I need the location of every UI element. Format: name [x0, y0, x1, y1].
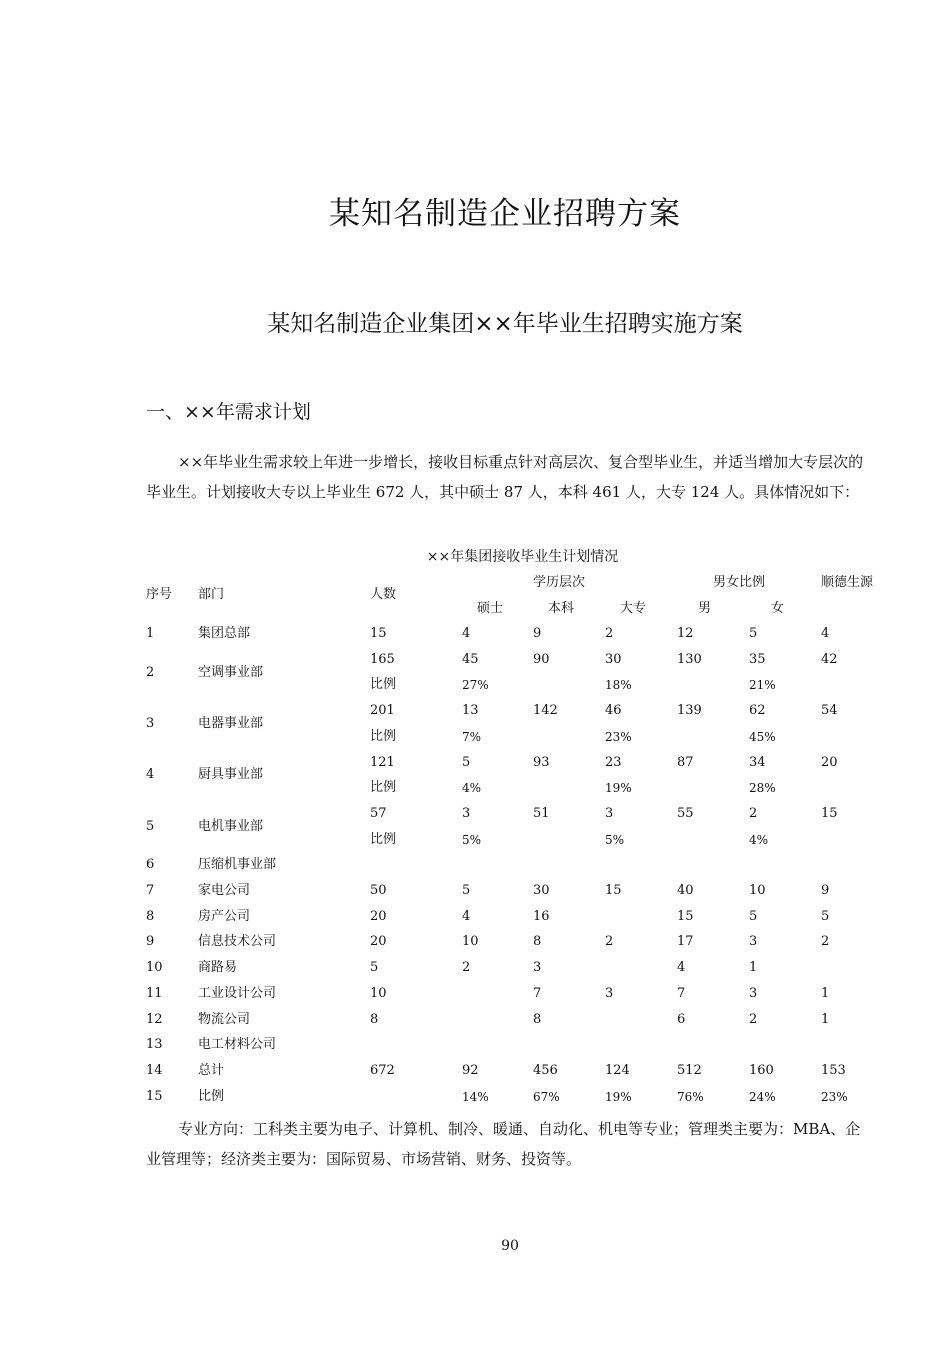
- row-dept: 空调事业部: [198, 664, 264, 680]
- row-dept: 比例: [198, 1088, 225, 1104]
- row-college: 15: [605, 883, 622, 898]
- document-subtitle: 某知名制造企业集团××年毕业生招聘实施方案: [267, 311, 743, 337]
- row-seq: 9: [146, 934, 155, 950]
- ratio-female: 21%: [749, 678, 776, 693]
- row-shunde: 20: [821, 754, 838, 770]
- row-count: 10: [370, 985, 387, 1001]
- row-dept: 物流公司: [198, 1011, 251, 1027]
- row-male: 6: [677, 1011, 686, 1027]
- ratio-female: 45%: [749, 729, 776, 744]
- row-female: 35: [749, 651, 766, 667]
- row-shunde: 5: [821, 908, 830, 924]
- row-dept: 电器事业部: [198, 715, 264, 731]
- row-seq: 1: [146, 626, 155, 641]
- row-seq: 12: [146, 1011, 163, 1027]
- row-college: 2: [605, 626, 614, 641]
- row-count: 201: [370, 703, 395, 719]
- row-dept: 集团总部: [198, 626, 251, 641]
- ratio-label: 比例: [370, 780, 397, 796]
- row-bachelor: 8: [533, 934, 542, 950]
- row-male: 15: [677, 908, 694, 924]
- row-bachelor: 90: [533, 651, 550, 667]
- row-shunde: 23%: [821, 1089, 848, 1104]
- row-count: 672: [370, 1062, 395, 1078]
- row-shunde: 1: [821, 985, 830, 1001]
- row-female: 34: [749, 754, 766, 770]
- ratio-master: 27%: [462, 678, 489, 693]
- row-dept: 信息技术公司: [198, 934, 277, 950]
- row-female: 1: [749, 960, 758, 976]
- ratio-label: 比例: [370, 831, 397, 847]
- row-bachelor: 142: [533, 703, 558, 719]
- page-number: 90: [501, 1238, 519, 1254]
- row-bachelor: 9: [533, 626, 542, 641]
- ratio-college: 23%: [605, 729, 632, 744]
- row-college: 23: [605, 754, 622, 770]
- row-seq: 10: [146, 960, 163, 976]
- row-male: 139: [677, 703, 702, 719]
- ratio-female: 28%: [749, 781, 776, 796]
- row-dept: 商路易: [198, 960, 238, 976]
- header-shunde: 顺德生源: [821, 575, 874, 590]
- row-male: 76%: [677, 1089, 704, 1104]
- row-bachelor: 7: [533, 985, 542, 1001]
- row-count: 165: [370, 651, 395, 667]
- row-shunde: 2: [821, 934, 830, 950]
- row-college: 46: [605, 703, 622, 719]
- row-master: 13: [462, 703, 479, 719]
- major-direction-paragraph: 专业方向：工科类主要为电子、计算机、制冷、暖通、自动化、机电等专业；管理类主要为：MBA、企业管理等；经济类主要为：国际贸易、市场营销、财务、投资等。: [146, 1120, 861, 1168]
- row-female: 62: [749, 703, 766, 719]
- row-seq: 4: [146, 767, 155, 783]
- row-female: 2: [749, 1011, 758, 1027]
- row-male: 7: [677, 985, 686, 1001]
- row-seq: 8: [146, 908, 155, 924]
- row-bachelor: 8: [533, 1011, 542, 1027]
- row-bachelor: 67%: [533, 1089, 560, 1104]
- header-master: 硕士: [477, 601, 504, 616]
- row-seq: 15: [146, 1088, 163, 1104]
- row-bachelor: 456: [533, 1062, 558, 1078]
- row-seq: 7: [146, 883, 155, 898]
- row-bachelor: 93: [533, 754, 550, 770]
- row-male: 512: [677, 1062, 702, 1078]
- header-female: 女: [771, 601, 785, 616]
- ratio-label: 比例: [370, 677, 397, 693]
- row-dept: 电机事业部: [198, 818, 264, 834]
- ratio-master: 5%: [462, 832, 482, 847]
- row-shunde: 9: [821, 883, 830, 898]
- row-bachelor: 3: [533, 960, 542, 976]
- row-college: 124: [605, 1062, 630, 1078]
- ratio-master: 7%: [462, 729, 482, 744]
- row-dept: 工业设计公司: [198, 985, 277, 1001]
- row-seq: 14: [146, 1062, 163, 1078]
- row-female: 24%: [749, 1089, 776, 1104]
- row-dept: 压缩机事业部: [198, 857, 277, 873]
- intro-paragraph: ××年毕业生需求较上年进一步增长，接收目标重点针对高层次、复合型毕业生，并适当增加大专层次的毕业生。计划接收大专以上毕业生 672 人，其中硕士 87 人，本科 461 人，大专 124 人。具体情况如下：: [146, 453, 864, 501]
- row-college: 3: [605, 985, 614, 1001]
- document-title: 某知名制造企业招聘方案: [329, 196, 681, 232]
- header-college: 大专: [620, 601, 647, 616]
- row-shunde: 1: [821, 1011, 830, 1027]
- row-seq: 13: [146, 1037, 163, 1053]
- ratio-master: 4%: [462, 781, 482, 796]
- row-college: 19%: [605, 1089, 632, 1104]
- row-male: 4: [677, 960, 686, 976]
- header-gender-group: 男女比例: [713, 575, 766, 590]
- row-count: 50: [370, 883, 387, 898]
- row-female: 160: [749, 1062, 774, 1078]
- row-seq: 6: [146, 857, 155, 873]
- row-male: 12: [677, 626, 694, 641]
- row-shunde: 42: [821, 651, 838, 667]
- row-dept: 电工材料公司: [198, 1037, 277, 1053]
- row-count: 5: [370, 960, 379, 976]
- row-male: 55: [677, 805, 694, 821]
- row-count: 15: [370, 626, 387, 641]
- row-college: 3: [605, 805, 614, 821]
- row-female: 3: [749, 985, 758, 1001]
- row-master: 5: [462, 754, 471, 770]
- row-bachelor: 16: [533, 908, 550, 924]
- row-seq: 11: [146, 985, 163, 1001]
- row-count: 20: [370, 934, 387, 950]
- header-count: 人数: [370, 587, 397, 602]
- row-female: 5: [749, 626, 758, 641]
- row-college: 2: [605, 934, 614, 950]
- header-education-group: 学历层次: [533, 575, 586, 590]
- row-college: 30: [605, 651, 622, 667]
- row-master: 92: [462, 1062, 479, 1078]
- section-heading: 一、××年需求计划: [146, 401, 311, 423]
- row-master: 4: [462, 626, 471, 641]
- row-bachelor: 30: [533, 883, 550, 898]
- row-master: 4: [462, 908, 471, 924]
- row-seq: 5: [146, 818, 155, 834]
- row-male: 87: [677, 754, 694, 770]
- row-count: 121: [370, 754, 395, 770]
- row-dept: 房产公司: [198, 908, 251, 924]
- header-dept: 部门: [198, 587, 225, 602]
- row-count: 57: [370, 805, 387, 821]
- row-count: 8: [370, 1011, 379, 1027]
- row-shunde: 15: [821, 805, 838, 821]
- row-male: 130: [677, 651, 702, 667]
- row-master: 2: [462, 960, 471, 976]
- ratio-college: 19%: [605, 781, 632, 796]
- row-female: 5: [749, 908, 758, 924]
- ratio-college: 5%: [605, 832, 625, 847]
- row-dept: 总计: [198, 1062, 225, 1078]
- row-male: 17: [677, 934, 694, 950]
- row-master: 5: [462, 883, 471, 898]
- ratio-label: 比例: [370, 728, 397, 744]
- header-seq: 序号: [146, 587, 173, 602]
- row-shunde: 54: [821, 703, 838, 719]
- row-shunde: 153: [821, 1062, 846, 1078]
- ratio-female: 4%: [749, 832, 769, 847]
- row-male: 40: [677, 883, 694, 898]
- row-seq: 2: [146, 664, 155, 680]
- header-bachelor: 本科: [548, 601, 575, 616]
- row-master: 3: [462, 805, 471, 821]
- ratio-college: 18%: [605, 678, 632, 693]
- row-female: 10: [749, 883, 766, 898]
- row-female: 2: [749, 805, 758, 821]
- row-seq: 3: [146, 715, 155, 731]
- header-male: 男: [698, 601, 712, 616]
- row-dept: 家电公司: [198, 883, 251, 898]
- row-master: 10: [462, 934, 479, 950]
- row-female: 3: [749, 934, 758, 950]
- row-shunde: 4: [821, 626, 830, 641]
- row-dept: 厨具事业部: [198, 767, 264, 783]
- row-master: 14%: [462, 1089, 489, 1104]
- row-master: 45: [462, 651, 479, 667]
- row-count: 20: [370, 908, 387, 924]
- table-caption: ××年集团接收毕业生计划情况: [426, 549, 619, 565]
- row-bachelor: 51: [533, 805, 550, 821]
